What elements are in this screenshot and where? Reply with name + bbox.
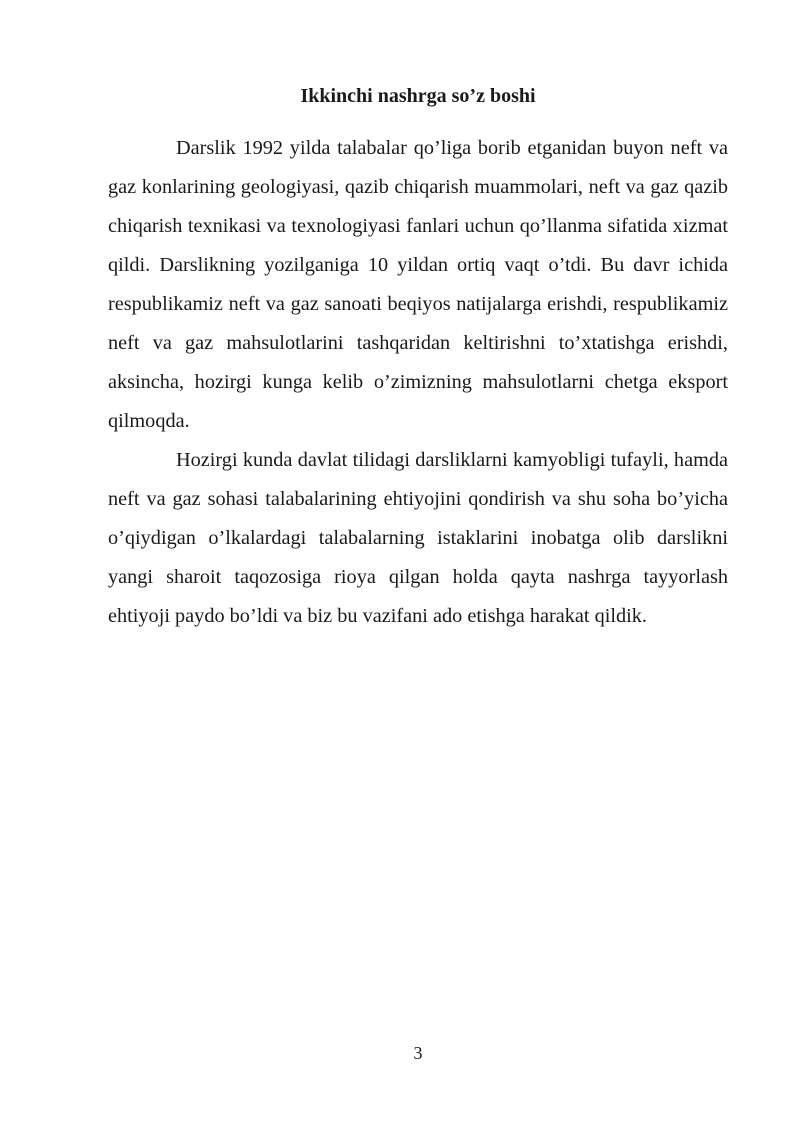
paragraph: Hozirgi kunda davlat tilidagi darsliklarni kamyobligi tufayli, hamda neft va gaz sohasi talabalarining ehtiyojini qondirish va shu soha bo’yicha o’qiydigan o’lkalardagi talabalarning istaklarini inobatga olib darslikni yangi sharoit taqozosiga rioya qilgan holda qayta nashrga tayyorlash ehtiyoji paydo bo’ldi va biz bu vazifani ado etishga harakat qildik.: [108, 449, 728, 627]
document-body: [108, 129, 728, 636]
paragraph: Darslik 1992 yilda talabalar qo’liga borib etganidan buyon neft va gaz konlarining geologiyasi, qazib chiqarish muammolari, neft va gaz qazib chiqarish texnikasi va texnologiyasi fanlari uchun qo’llanma sifatida xizmat qildi. Darslikning yozilganiga 10 yildan ortiq vaqt o’tdi. Bu davr ichida respublikamiz neft va gaz sanoati beqiyos natijalarga erishdi, respublikamiz neft va gaz mahsulotlarini tashqaridan keltirishni to’xtatishga erishdi, aksincha, hozirgi kunga kelib o’zimizning mahsulotlarni chetga eksport qilmoqda.: [108, 137, 728, 432]
page-title: Ikkinchi nashrga so’z boshi: [300, 85, 536, 107]
page-number: 3: [413, 1043, 423, 1063]
